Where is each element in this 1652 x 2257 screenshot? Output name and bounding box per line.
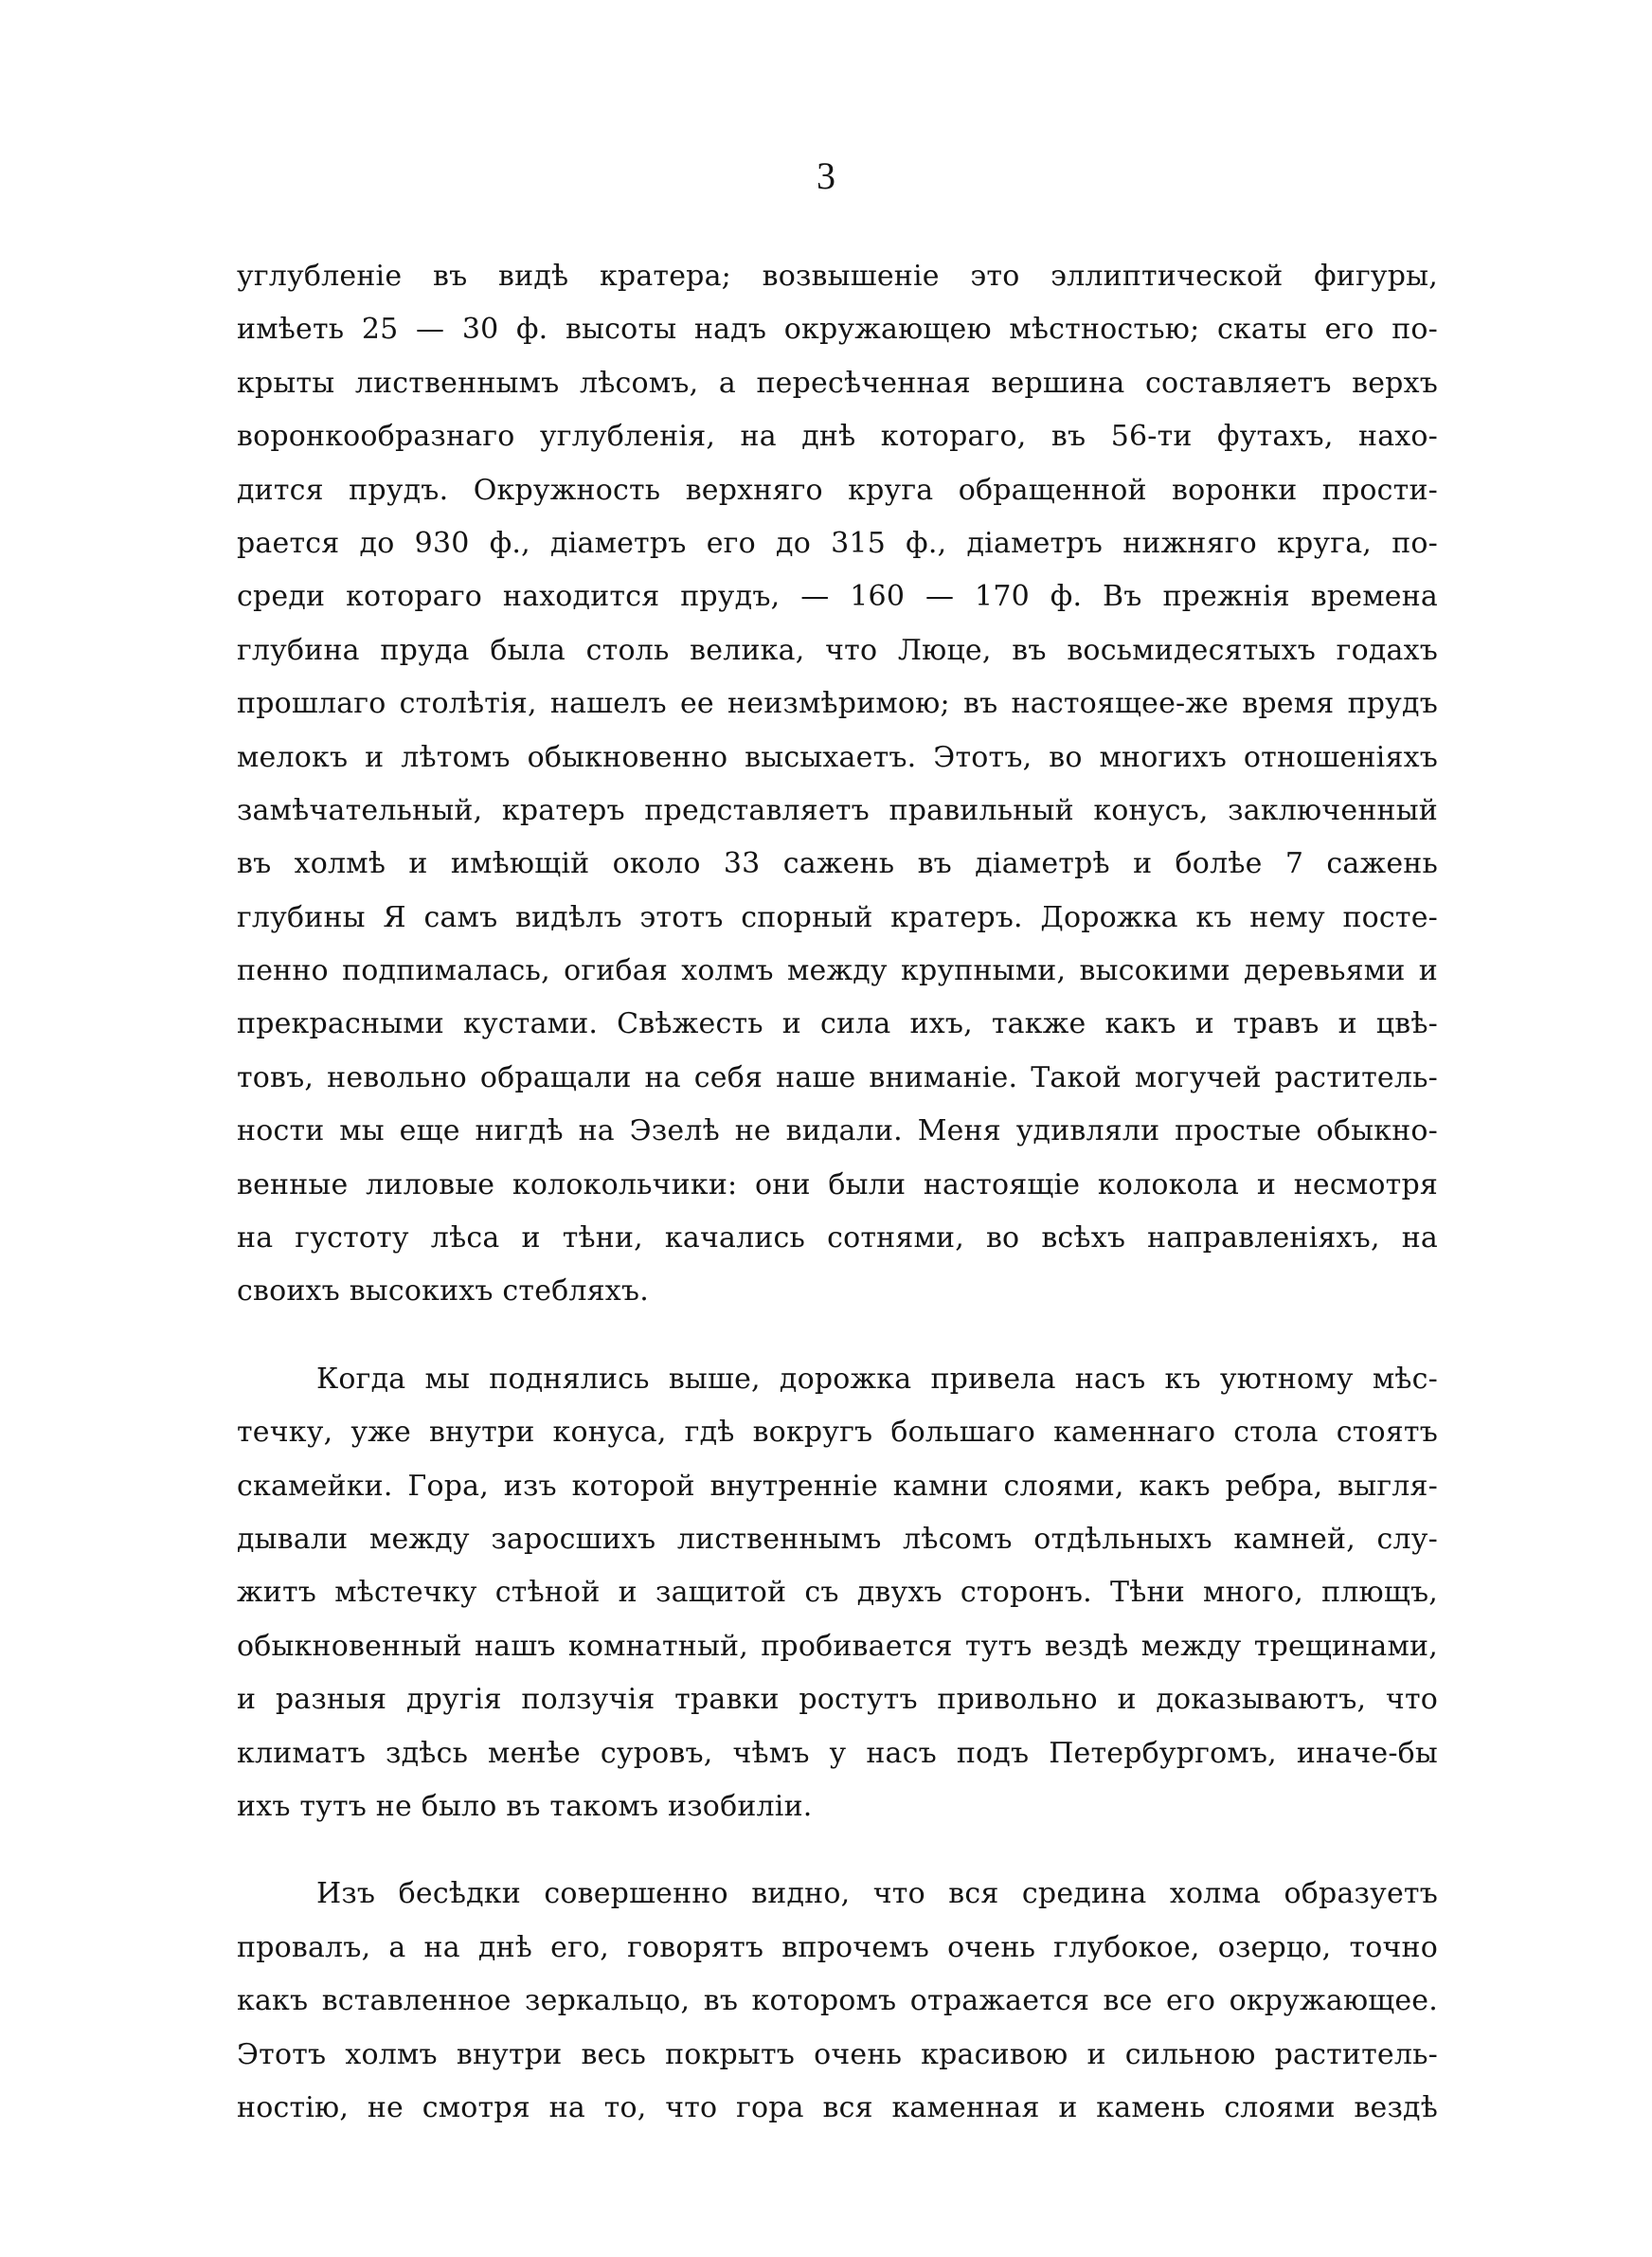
text-line: крыты лиственнымъ лѣсомъ, а пересѣченная вершина составляетъ верхъ [237, 366, 1438, 400]
text-line: обыкновенный нашъ комнатный, пробивается тутъ вездѣ между трещинами, [237, 1629, 1438, 1663]
text-line: въ холмѣ и имѣющій около 33 сажень въ діаметрѣ и болѣе 7 сажень [237, 847, 1438, 881]
text-line: Этотъ холмъ внутри весь покрытъ очень красивою и сильною раститель- [237, 2037, 1438, 2071]
text-line: среди котораго находится прудъ, — 160 — 170 ф. Въ прежнія времена [237, 580, 1438, 614]
text-line: прошлаго столѣтія, нашелъ ее неизмѣримою; въ настоящее-же время прудъ [237, 687, 1438, 721]
text-line: скамейки. Гора, изъ которой внутренніе камни слоями, какъ ребра, выгля- [237, 1469, 1438, 1503]
text-line: пенно подпималась, огибая холмъ между крупными, высокими деревьями и [237, 954, 1438, 988]
text-line: имѣеть 25 — 30 ф. высоты надъ окружающею мѣстностью; скаты его по- [237, 313, 1438, 347]
text-line: ностію, не смотря на то, что гора вся каменная и камень слоями вездѣ [237, 2090, 1438, 2124]
text-line: ихъ тутъ не было въ такомъ изобиліи. [237, 1789, 813, 1823]
text-line: углубленіе въ видѣ кратера; возвышеніе это эллиптической фигуры, [237, 260, 1438, 293]
text-line: Изъ бесѣдки совершенно видно, что вся средина холма образуетъ [316, 1877, 1438, 1911]
body-text [237, 250, 1438, 2135]
text-line: дится прудъ. Окружность верхняго круга обращенной воронки прости- [237, 473, 1438, 507]
paragraph-2 [237, 1353, 1438, 1834]
paragraph-1 [237, 250, 1438, 1319]
text-line: на густоту лѣса и тѣни, качались сотнями, во всѣхъ направленіяхъ, на [237, 1221, 1438, 1255]
text-line: глубина пруда была столь велика, что Люце, въ восьмидесятыхъ годахъ [237, 633, 1438, 667]
text-line: мелокъ и лѣтомъ обыкновенно высыхаетъ. Этотъ, во многихъ отношеніяхъ [237, 740, 1438, 774]
text-line: прекрасными кустами. Свѣжесть и сила ихъ, также какъ и травъ и цвѣ- [237, 1007, 1438, 1041]
text-line: рается до 930 ф., діаметръ его до 315 ф., діаметръ нижняго круга, по- [237, 526, 1438, 560]
text-line: какъ вставленное зеркальцо, въ которомъ отражается все его окружающее. [237, 1984, 1438, 2018]
text-line: течку, уже внутри конуса, гдѣ вокругъ большаго каменнаго стола стоятъ [237, 1416, 1438, 1450]
text-line: товъ, невольно обращали на себя наше вниманіе. Такой могучей раститель- [237, 1060, 1438, 1094]
text-line: замѣчательный, кратеръ представляетъ правильный конусъ, заключенный [237, 793, 1438, 827]
text-line: своихъ высокихъ стебляхъ. [237, 1274, 649, 1309]
text-line: ности мы еще нигдѣ на Эзелѣ не видали. Меня удивляли простые обыкно- [237, 1114, 1438, 1148]
text-line: воронкообразнаго углубленія, на днѣ котораго, въ 56-ти футахъ, нахо- [237, 420, 1438, 454]
text-line: дывали между заросшихъ лиственнымъ лѣсомъ отдѣльныхъ камней, слу- [237, 1522, 1438, 1556]
paragraph-3 [237, 1868, 1438, 2135]
text-line: житъ мѣстечку стѣной и защитой съ двухъ сторонъ. Тѣни много, плющъ, [237, 1576, 1438, 1610]
text-line: и разныя другія ползучія травки ростутъ привольно и доказываютъ, что [237, 1683, 1438, 1717]
text-line: Когда мы поднялись выше, дорожка привела насъ къ уютному мѣс- [316, 1362, 1438, 1396]
text-line: венные лиловые колокольчики: они были настоящіе колокола и несмотря [237, 1167, 1438, 1201]
page-number: 3 [817, 154, 835, 197]
text-line: провалъ, а на днѣ его, говорятъ впрочемъ очень глубокое, озерцо, точно [237, 1930, 1438, 1964]
text-line: климатъ здѣсь менѣе суровъ, чѣмъ у насъ подъ Петербургомъ, иначе-бы [237, 1736, 1438, 1770]
text-line: глубины Я самъ видѣлъ этотъ спорный кратеръ. Дорожка къ нему посте- [237, 900, 1438, 934]
